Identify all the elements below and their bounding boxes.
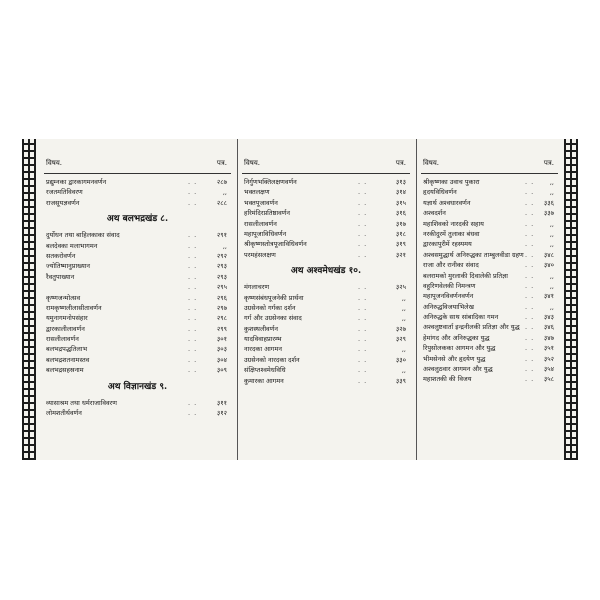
entry-title: महाशतकी की विजय — [423, 375, 472, 384]
page-number: ,, — [549, 229, 554, 238]
section-title: अथ विज्ञानखंड ९. — [107, 381, 168, 392]
entry-title: राजा और रानीका संवाद — [423, 261, 479, 270]
entry-title: यमुनागमनोपसंहार — [46, 314, 88, 323]
entry-title: लोमशतीर्थवर्णन — [46, 409, 82, 418]
index-entry — [238, 282, 414, 292]
page-number: ,, — [549, 240, 554, 249]
index-entry — [417, 239, 562, 249]
index-entry — [238, 355, 414, 365]
page-number: २९७ — [216, 303, 227, 312]
index-entry — [40, 261, 235, 271]
leader-dots: . . — [188, 324, 198, 333]
entries-list — [238, 177, 414, 386]
entry-title: महाशिवको नारदकी सहाय — [423, 219, 484, 228]
index-entry — [238, 219, 414, 229]
page-number: २९६ — [216, 293, 227, 302]
index-entry — [40, 303, 235, 313]
page-number: २९५ — [216, 283, 227, 292]
page-number: ,, — [222, 188, 227, 197]
index-entry — [238, 187, 414, 197]
leader-dots: . . — [525, 333, 535, 342]
index-entry — [40, 334, 235, 344]
leader-dots: . . — [358, 229, 368, 238]
index-entry — [238, 365, 414, 375]
index-entry — [417, 260, 562, 270]
index-entry — [417, 354, 562, 364]
leader-dots: . . — [358, 314, 368, 323]
leader-dots: . . — [525, 292, 535, 301]
entry-title: उग्रसेनको नारदका दर्शन — [244, 355, 300, 364]
entry-title: कृष्णजन्मोत्सव — [46, 293, 81, 302]
index-entry — [40, 313, 235, 323]
leader-dots: . . — [525, 354, 535, 363]
index-entry — [40, 365, 235, 375]
page-number: ३१८ — [395, 229, 406, 238]
entry-title: निर्गुणभक्तिलक्षणवर्णन — [244, 178, 297, 186]
column-header — [238, 159, 414, 171]
page-number: ३१३ — [395, 178, 406, 186]
index-entry — [238, 177, 414, 187]
subject-heading: विषय. — [244, 159, 261, 167]
page-number: ३०९ — [216, 366, 227, 375]
leader-dots: . . — [188, 198, 198, 207]
entry-title: नारदका आगमन — [244, 345, 282, 354]
header-rule — [242, 173, 410, 174]
leader-dots: . . — [358, 376, 368, 385]
entry-title: अश्वलुष्टवार्ता इन्द्रनीलकी प्रतिज्ञा और युद्ध — [423, 323, 520, 332]
index-entry — [417, 281, 562, 291]
entry-title: यादविवाहप्रारम्भ — [244, 335, 282, 344]
index-entry — [40, 177, 235, 187]
index-entry — [238, 313, 414, 323]
page-number: ,, — [222, 241, 227, 250]
leader-dots: . . — [188, 188, 198, 197]
leader-dots: . . — [358, 198, 368, 207]
index-entry — [417, 198, 562, 208]
entry-title: श्रीकृष्णस्तोत्रपूजाविधिवर्णन — [244, 240, 307, 249]
leader-dots: . . — [188, 262, 198, 271]
index-entry — [40, 293, 235, 303]
page-number: ३०३ — [216, 345, 227, 354]
index-entry — [417, 271, 562, 281]
page-number: ,, — [549, 271, 554, 280]
leader-dots: . . — [525, 188, 535, 197]
leader-dots: . . — [188, 314, 198, 323]
index-entry — [238, 198, 414, 208]
leader-dots: . . — [188, 335, 198, 344]
leader-dots: . . — [525, 313, 535, 322]
leader-dots: . . — [188, 398, 198, 407]
index-entry — [417, 229, 562, 239]
section-title: अथ अश्वमेधखंड १०. — [290, 266, 362, 277]
leader-dots: . . — [525, 323, 535, 332]
entry-title: रैवतुपाख्यान — [46, 272, 75, 281]
leader-dots: . . — [525, 302, 535, 311]
page-number: ३५४ — [543, 365, 554, 374]
entry-title: कुशस्थलीवर्णन — [244, 324, 278, 333]
entry-title: हेमांगद और अनिरुद्धका युद्ध — [423, 333, 490, 342]
entry-title: द्वारकालीलावर्णन — [46, 324, 85, 333]
column-header — [40, 159, 235, 171]
page-number: ३४३ — [543, 313, 554, 322]
entries-list — [417, 177, 562, 385]
page-number: ,, — [401, 303, 406, 312]
entry-title: भीमसेनसे और हृदयेण युद्ध — [423, 354, 486, 363]
entry-title: अश्वलुठवार आगमन और युद्ध — [423, 365, 493, 374]
section-heading — [40, 376, 235, 398]
page-number: ,, — [549, 219, 554, 228]
page-number: ३५८ — [543, 375, 554, 384]
entries-list — [40, 177, 235, 418]
entry-title: बलभद्रपद्धतिलाभ — [46, 345, 88, 354]
leader-dots: . . — [188, 355, 198, 364]
index-entry — [417, 187, 562, 197]
leader-dots: . . — [358, 355, 368, 364]
entry-title: रामकृष्णलीलासीतावर्णन — [46, 303, 102, 312]
entry-title: अश्वदर्शन — [423, 209, 446, 218]
subject-heading: विषय. — [46, 159, 63, 167]
book-page — [22, 139, 578, 460]
index-entry — [417, 333, 562, 343]
entry-title: सतकरोवर्णन — [46, 251, 76, 260]
page-number: २८८ — [216, 198, 227, 207]
page-number: ३५१ — [543, 344, 554, 353]
section-title: अथ बलभद्रखंड ८. — [106, 214, 169, 225]
page-number: ३०४ — [216, 355, 227, 364]
page-number: ३३६ — [543, 198, 554, 207]
page-number: ३२१ — [395, 250, 406, 259]
leader-dots: . . — [188, 303, 198, 312]
subject-heading: विषय. — [423, 159, 440, 167]
page-number: ३३७ — [543, 209, 554, 218]
page-number: ,, — [549, 178, 554, 186]
page-number: २९८ — [216, 314, 227, 323]
index-entry — [417, 322, 562, 332]
leader-dots: . . — [525, 209, 535, 218]
index-entry — [417, 208, 562, 218]
index-entry — [417, 312, 562, 322]
left-ornamental-border — [22, 139, 36, 460]
leader-dots: . . — [358, 345, 368, 354]
leader-dots: . . — [358, 303, 368, 312]
index-entry — [238, 344, 414, 354]
leader-dots: . . — [188, 231, 198, 240]
leader-dots: . . — [358, 188, 368, 197]
index-column-1 — [40, 139, 235, 460]
leader-dots: . . — [358, 293, 368, 302]
leader-dots: . . — [525, 178, 535, 186]
page-number: ,, — [549, 188, 554, 197]
entry-title: व्यासाश्रम तथा धर्मराजाविवरण — [46, 398, 117, 407]
entry-title: प्रद्युम्नका द्वारकागमनवर्णन — [46, 178, 107, 186]
leader-dots: . . — [358, 366, 368, 375]
section-heading — [238, 260, 414, 282]
index-entry — [417, 364, 562, 374]
header-rule — [421, 173, 558, 174]
page-number: ३४० — [543, 261, 554, 270]
entry-title: रिपुसोलकका आगमन और युद्ध — [423, 344, 496, 353]
index-entry — [40, 282, 235, 292]
entry-title: रासलीलावर्णन — [46, 335, 79, 344]
index-entry — [238, 239, 414, 249]
index-entry — [238, 208, 414, 218]
entry-title: अनिरुद्धके साथ सांबादिका गमन — [423, 313, 499, 322]
index-entry — [40, 230, 235, 240]
page-heading: पत्र. — [395, 159, 406, 167]
entry-title: यज्ञार्थ अश्वधारवर्णन — [423, 198, 471, 207]
page-number: ,, — [401, 293, 406, 302]
leader-dots: . . — [358, 250, 368, 259]
index-entry — [40, 187, 235, 197]
page-number: ,, — [401, 366, 406, 375]
leader-dots: . . — [188, 178, 198, 186]
leader-dots: . . — [358, 335, 368, 344]
index-entry — [40, 344, 235, 354]
entry-title: गर्ग और उग्रसेनका संवाद — [244, 314, 302, 323]
header-rule — [44, 173, 231, 174]
entry-title: हृदयविधिवर्णन — [423, 188, 457, 197]
leader-dots: . . — [188, 241, 198, 250]
page-number: ३१२ — [216, 409, 227, 418]
entry-title: बलदेवका मलाभागमन — [46, 241, 98, 250]
leader-dots: . . — [358, 209, 368, 218]
leader-dots: . . — [188, 283, 198, 292]
leader-dots: . . — [525, 365, 535, 374]
entry-title: राजसूयज्ञवर्णन — [46, 198, 80, 207]
leader-dots: . . — [188, 251, 198, 260]
index-entry — [40, 272, 235, 282]
index-entry — [40, 398, 235, 408]
page-number: २९९ — [216, 324, 227, 333]
leader-dots: . . — [358, 178, 368, 186]
index-entry — [238, 376, 414, 386]
page-number: ३१५ — [395, 198, 406, 207]
index-entry — [238, 303, 414, 313]
entry-title: बलरामको मुरलाकी दिवालेकी प्रतिज्ञा — [423, 271, 508, 280]
page-number: ३४८ — [543, 250, 554, 259]
page-number: २९१ — [216, 231, 227, 240]
entry-title: महापूजाविधिवर्णन — [244, 229, 287, 238]
page-number: ,, — [549, 302, 554, 311]
page-number: ३०१ — [216, 335, 227, 344]
page-number: २९३ — [216, 272, 227, 281]
entry-title: कृष्णसंबंधपूजनेकी प्रार्थना — [244, 293, 304, 302]
page-number: ३३० — [395, 355, 406, 364]
entry-title: ज्योतिष्मानुप्राख्यान — [46, 262, 91, 271]
leader-dots: . . — [525, 229, 535, 238]
index-entry — [417, 343, 562, 353]
leader-dots: . . — [525, 219, 535, 228]
page-number: ३४६ — [543, 323, 554, 332]
index-entry — [40, 251, 235, 261]
right-ornamental-border — [564, 139, 578, 460]
column-header — [417, 159, 562, 171]
leader-dots: . . — [525, 240, 535, 249]
leader-dots: . . — [188, 409, 198, 418]
index-entry — [40, 355, 235, 365]
index-entry — [40, 324, 235, 334]
entry-title: नरकीदुरमें तुलाका बंधवा — [423, 229, 480, 238]
index-entry — [40, 241, 235, 251]
leader-dots: . . — [525, 375, 535, 384]
leader-dots: . . — [358, 240, 368, 249]
entry-title: महापूजनविवर्णनवर्णन — [423, 292, 474, 301]
page-number: ,, — [401, 345, 406, 354]
entry-title: अनिरुद्धविजयाभिलेख — [423, 302, 474, 311]
leader-dots: . . — [525, 261, 535, 270]
index-entry — [238, 334, 414, 344]
entry-title: वहुरिणवेलकी निमन्त्रण — [423, 281, 476, 290]
page-number: ३५२ — [543, 354, 554, 363]
page-number: ३१७ — [395, 219, 406, 228]
leader-dots: . . — [525, 344, 535, 353]
entry-title: हरिमंदिरप्रतिष्ठावर्णन — [244, 209, 290, 218]
page-heading: पत्र. — [543, 159, 554, 167]
leader-dots: . . — [525, 198, 535, 207]
page-number: ३३९ — [395, 376, 406, 385]
index-entry — [417, 302, 562, 312]
entry-title: रजतमतिविवरण — [46, 188, 83, 197]
entry-title: भक्तपूजावर्णन — [244, 198, 278, 207]
entry-title: भक्तलक्षण — [244, 188, 270, 197]
leader-dots: . . — [188, 345, 198, 354]
page-number: ३१९ — [395, 240, 406, 249]
entry-title: रासलीलावर्णन — [244, 219, 277, 228]
page-number: २८७ — [216, 178, 227, 186]
page-number: ३४१ — [543, 292, 554, 301]
index-column-3 — [416, 139, 562, 460]
index-entry — [40, 198, 235, 208]
index-entry — [238, 293, 414, 303]
entry-title: अश्वसमुद्धार्थ अनिरुद्धका ताम्बुलवीडा ग्रहण — [423, 250, 524, 259]
index-entry — [417, 291, 562, 301]
entry-title: बलभद्रसहस्रनाम — [46, 366, 84, 375]
entry-title: उग्रसेनको गर्गका दर्शन — [244, 303, 296, 312]
index-entry — [238, 229, 414, 239]
leader-dots: . . — [358, 219, 368, 228]
leader-dots: . . — [188, 366, 198, 375]
section-heading — [40, 208, 235, 230]
leader-dots: . . — [358, 324, 368, 333]
page-number: ,, — [401, 314, 406, 323]
page-number: ३१६ — [395, 209, 406, 218]
index-entry — [417, 374, 562, 384]
page-number: ३२७ — [395, 324, 406, 333]
index-entry — [238, 324, 414, 334]
index-entry — [40, 408, 235, 418]
entry-title: श्रीकृष्णका उवाच पुकारा — [423, 178, 480, 186]
index-column-2 — [237, 139, 414, 460]
leader-dots: . . — [525, 271, 535, 280]
index-entry — [417, 177, 562, 187]
entry-title: मंगलाचरण — [244, 283, 270, 292]
entry-title: संक्षिप्तश्वमेधविधि — [244, 366, 286, 375]
page-number: ३२५ — [395, 283, 406, 292]
page-heading: पत्र. — [216, 159, 227, 167]
page-number: २९२ — [216, 251, 227, 260]
leader-dots: . . — [188, 293, 198, 302]
leader-dots: . . — [525, 281, 535, 290]
leader-dots: . . — [358, 283, 368, 292]
page-number: ,, — [549, 281, 554, 290]
entry-title: द्वारकापुरीमें रहस्यमय — [423, 240, 472, 249]
index-entry — [238, 250, 414, 260]
entry-title: परमहंसलक्षण — [244, 250, 276, 259]
entry-title: बलभद्रशतनामस्तव — [46, 355, 90, 364]
page-number: ३११ — [216, 398, 227, 407]
leader-dots: . . — [188, 272, 198, 281]
page-number: ३२९ — [395, 335, 406, 344]
entry-title: दुर्योधन तथा बाहिलकाका संवाद — [46, 231, 120, 240]
page-number: ३१४ — [395, 188, 406, 197]
entry-title: कुमारका आगमन — [244, 376, 284, 385]
page-number: २९३ — [216, 262, 227, 271]
leader-dots: . . — [525, 250, 535, 259]
page-number: ३४७ — [543, 333, 554, 342]
index-entry — [417, 250, 562, 260]
index-entry — [417, 219, 562, 229]
